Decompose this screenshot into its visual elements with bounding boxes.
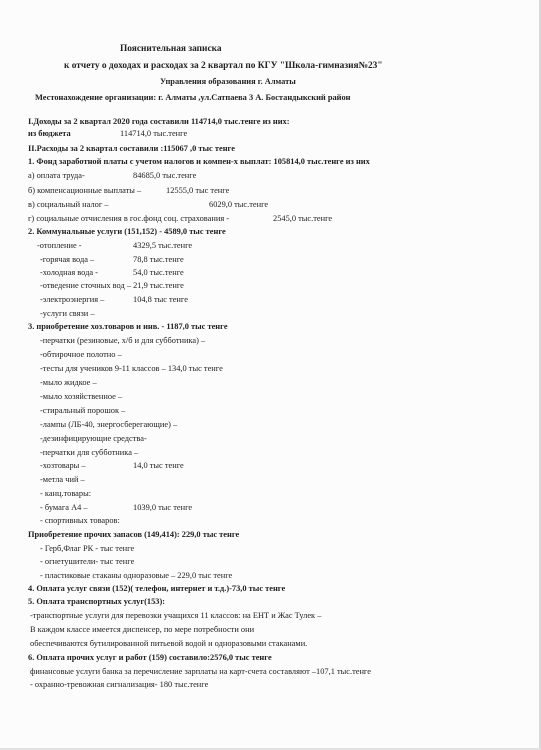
income-budget-label: из бюджета: [28, 129, 71, 138]
income-budget-value: 114714,0 тыс.тенге: [120, 129, 188, 138]
s3-row-label: -лампы (ЛБ-40, энергосберегающие) –: [40, 420, 178, 429]
s3-row-label: -метла чий –: [40, 475, 85, 484]
doc-location: Местонахождение организации: г. Алматы ,ул.Сатпаева 3 А. Бостандыкский район: [35, 93, 351, 102]
expenses-heading: II.Расходы за 2 квартал составили :115067 ,0 тыс тенге: [28, 144, 235, 153]
s2-row-label: -услуги связи –: [40, 309, 95, 318]
s3-row-label: -обтирочное полотно –: [40, 350, 122, 359]
s3-row-label: -хозтовары –: [40, 461, 86, 470]
section-2-heading: 2. Коммунальные услуги (151,152) - 4589,0 тыс тенге: [28, 227, 226, 236]
other-supplies-heading: Приобретение прочих запасов (149,414): 229,0 тыс тенге: [28, 530, 240, 539]
s2-row-value: 4329,5 тыс.тенге: [133, 241, 193, 250]
s3-row-value: 1039,0 тыс тенге: [133, 503, 193, 512]
other-supplies-row: - пластиковые стаканы одноразовые – 229,0 тыс тенге: [40, 571, 233, 580]
s5-row: обеспечиваются бутилированной питьевой водой и одноразовыми стаканами.: [30, 639, 308, 648]
section-3-heading: 3. приобретение хоз.товаров и инв. - 1187,0 тыс тенге: [28, 322, 228, 331]
doc-department: Управления образования г. Алматы: [160, 77, 296, 86]
s3-row-label: -дезинфицирующие средства-: [40, 434, 147, 443]
s2-row-value: 54,0 тыс.тенге: [133, 268, 184, 277]
s2-row-label: -электроэнергия –: [40, 295, 105, 304]
doc-subtitle: к отчету о доходах и расходах за 2 квартал по КГУ "Школа-гимназия№23": [64, 61, 383, 71]
s1-row-value: 6029,0 тыс.тенге: [209, 200, 269, 209]
other-supplies-row: - Герб,Флаг РК - тыс тенге: [40, 544, 135, 553]
s2-row-label: -отопление -: [37, 241, 82, 250]
s2-row-label: -холодная вода -: [40, 268, 98, 277]
s3-row-label: -тесты для учеников 9-11 классов – 134,0 тыс тенге: [40, 364, 223, 373]
section-4-heading: 4. Оплата услуг связи (152)( телефон, интернет и т.д.)-73,0 тыс тенге: [28, 584, 286, 593]
s5-row: -транспортные услуги для перевозки учащихся 11 классов: на ЕНТ и Жас Тулек –: [30, 611, 322, 620]
s3-row-label: - спортивных товаров:: [40, 516, 120, 525]
s1-row-label: а) оплата труда-: [28, 171, 85, 180]
s3-row-label: -стиральный порошок –: [40, 406, 126, 415]
s3-row-label: -перчатки для субботника –: [40, 448, 139, 457]
s1-row-label: в) социальный налог –: [28, 200, 109, 209]
s3-row-label: - бумага А4 –: [40, 503, 88, 512]
s1-row-value: 84685,0 тыс.тенге: [133, 171, 197, 180]
other-supplies-row: - огнетушители- тыс тенге: [40, 557, 135, 566]
s1-row-label: б) компенсационные выплаты –: [28, 186, 142, 195]
s3-row-value: 14,0 тыс тенге: [133, 461, 184, 470]
doc-title: Пояснительная записка: [120, 44, 222, 54]
s1-row-label: г) социальные отчисления в гос.фонд соц. страхования -: [28, 214, 230, 223]
section-1-heading: 1. Фонд заработной платы с учетом налогов и компен-х выплат: 105814,0 тыс.тенге из них: [28, 157, 370, 166]
section-5-heading: 5. Оплата транспортных услуг(153):: [28, 597, 166, 606]
s3-row-label: - канц.товары:: [40, 489, 92, 498]
s1-row-value: 2545,0 тыс.тенге: [273, 214, 333, 223]
s6-row: финансовые услуги банка за перечисление зарплаты на карт-счета составляют –107,1 тыс.тенге: [30, 667, 371, 676]
s5-row: В каждом классе имеется диспенсер, по мере потребности они: [30, 625, 255, 634]
s6-row: - охранно-тревожная сигнализация- 180 тыс.тенге: [30, 680, 209, 689]
s3-row-label: -перчатки (резиновые, х/б и для субботника) –: [40, 336, 206, 345]
s2-row-value: 104,8 тыс тенге: [133, 295, 188, 304]
s2-row-label: -отведение сточных вод – 21,9 тыс.тенге: [40, 281, 184, 290]
s2-row-value: 78,8 тыс.тенге: [133, 255, 184, 264]
s1-row-value: 12555,0 тыс тенге: [166, 186, 230, 195]
s3-row-label: -мыло жидкое –: [40, 378, 97, 387]
s3-row-label: -мыло хозяйственное –: [40, 392, 123, 401]
s2-row-label: -горячая вода –: [40, 255, 95, 264]
section-6-heading: 6. Оплата прочих услуг и работ (159) составило:2576,0 тыс тенге: [28, 653, 272, 662]
income-heading: I.Доходы за 2 квартал 2020 года составили 114714,0 тыс.тенге из них:: [28, 117, 290, 126]
